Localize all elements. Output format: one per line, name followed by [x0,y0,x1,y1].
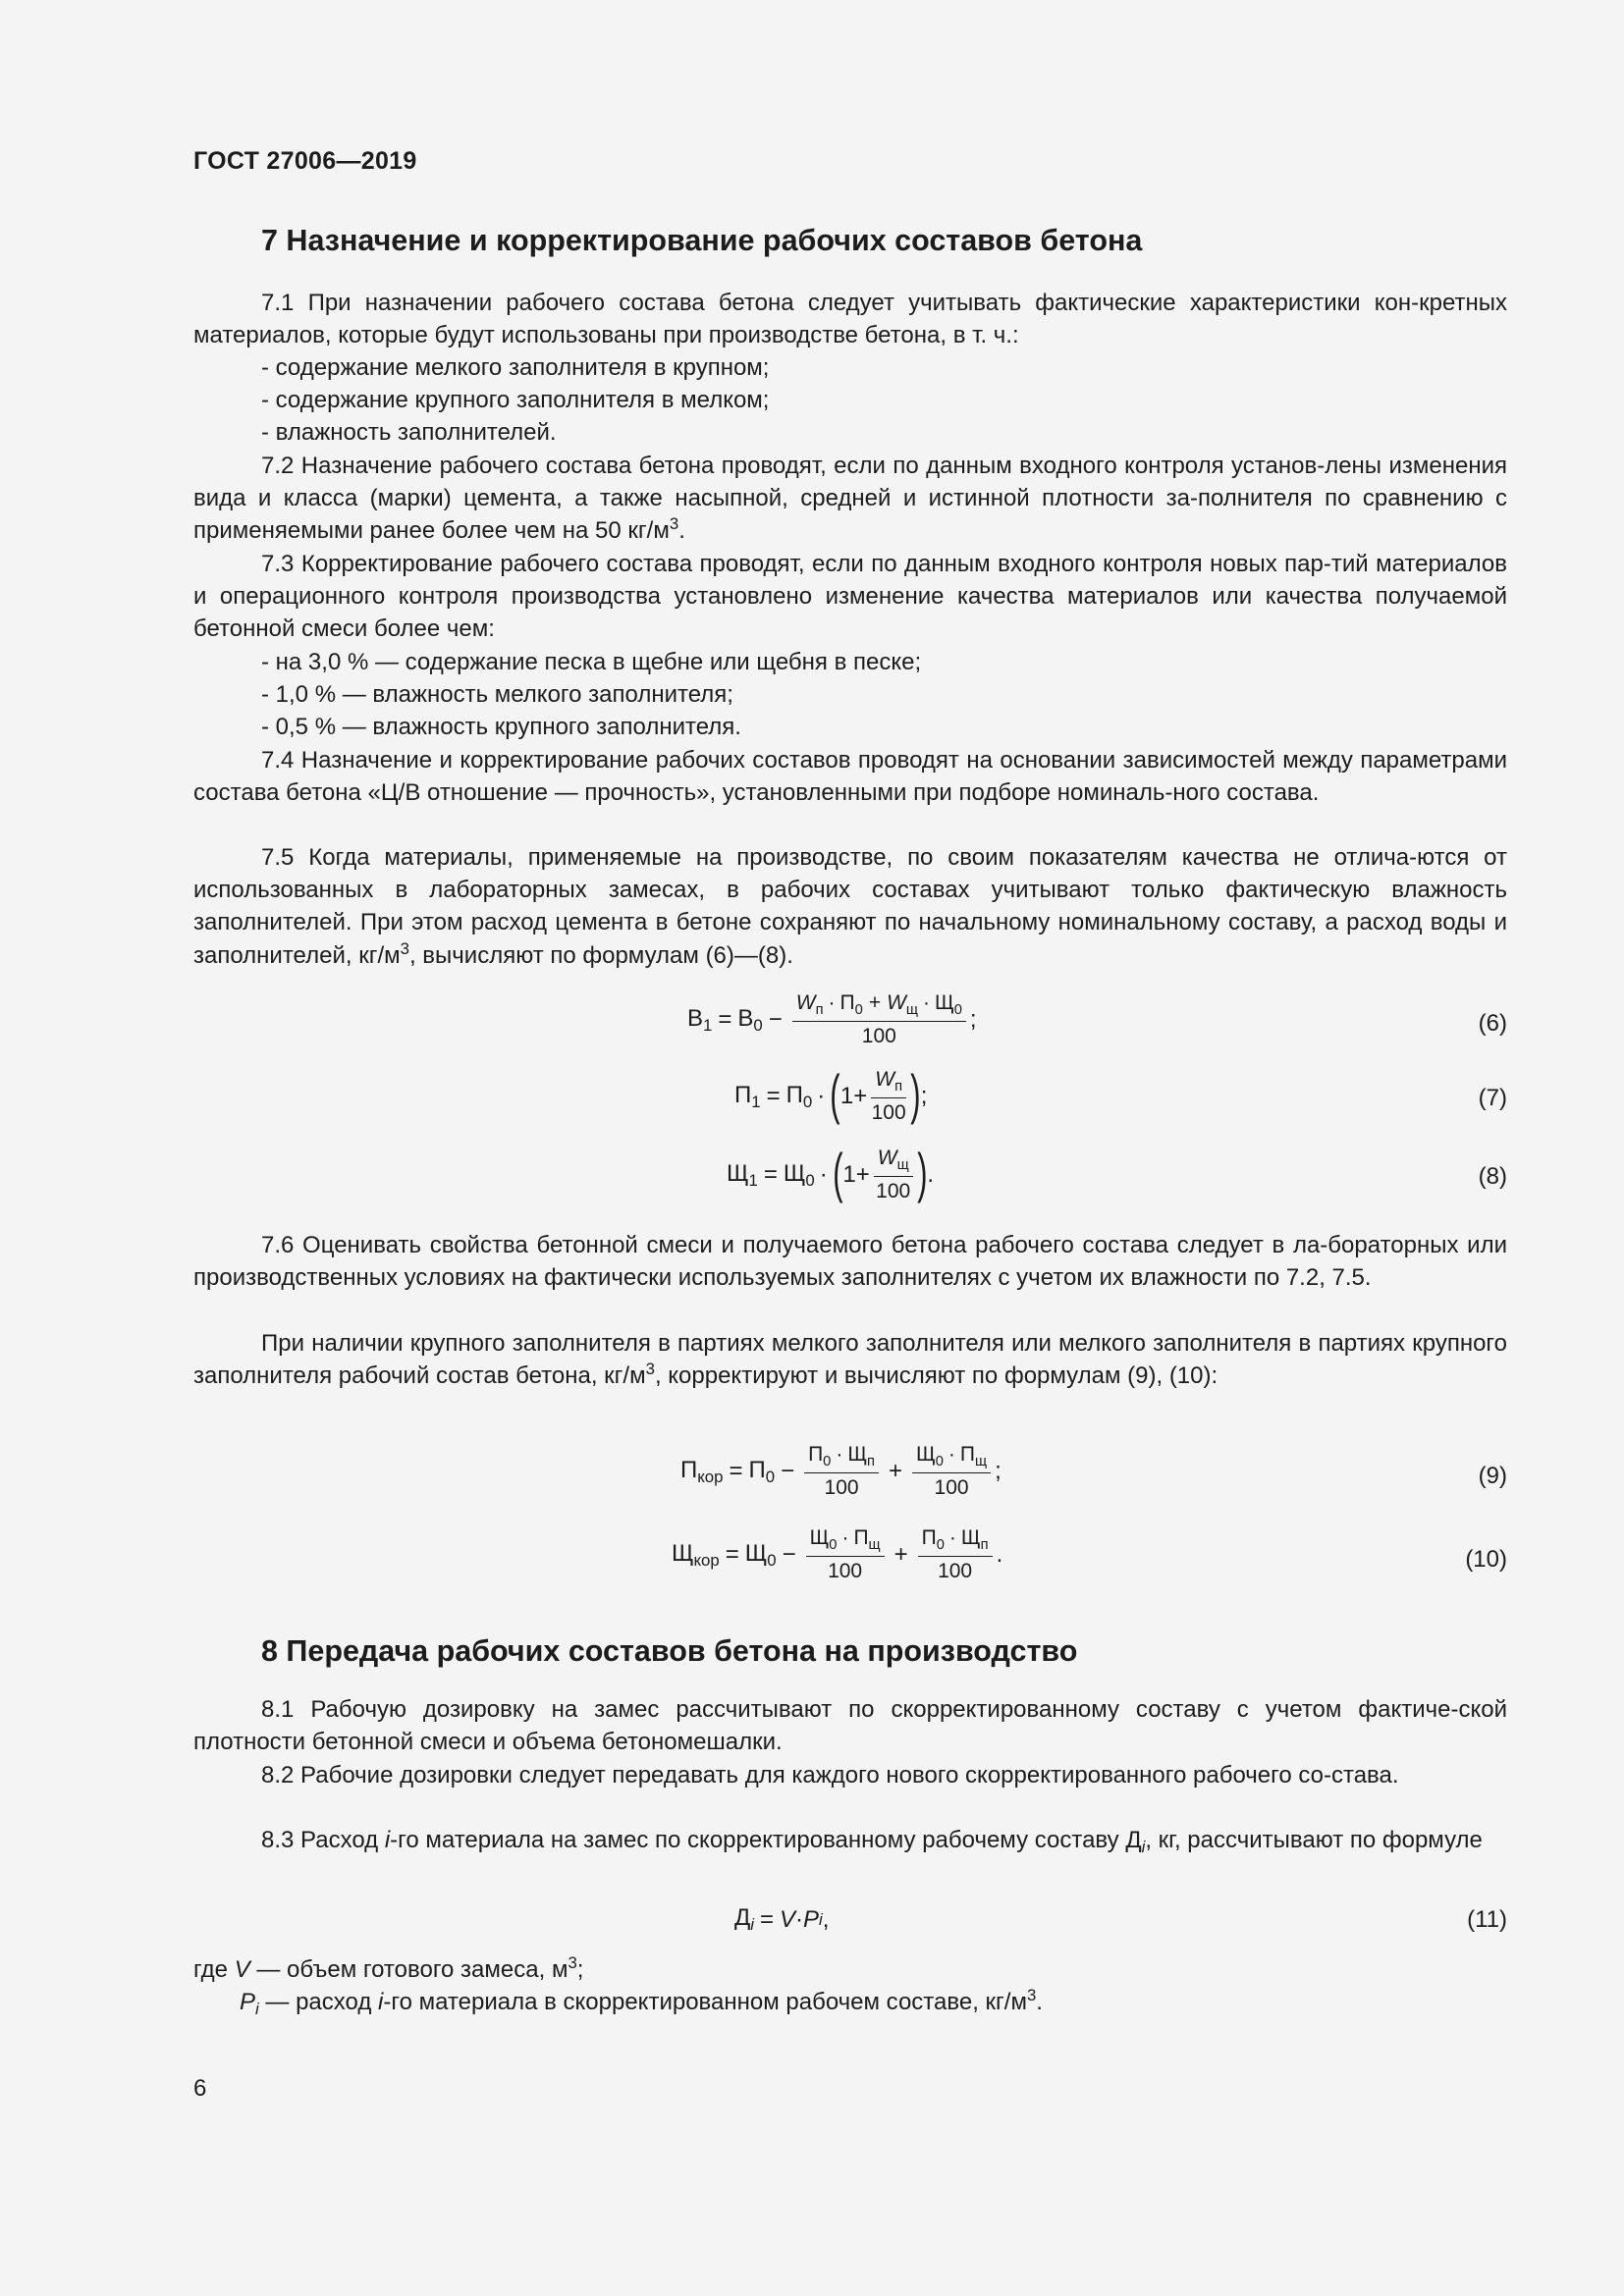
fraction: $\frac{W_щ}{100}$ [874,1147,913,1203]
where-line-1: где V — объем готового замеса, $м^3$; [193,1953,584,1983]
formula-number: (11) [1467,1906,1507,1933]
formula-9: $П_{кор}$ = $П_0$ − $\frac{П_0 \cdot Щ_п}{100}$ + $\frac{Щ_0 \cdot П_щ}{100}$ ; [680,1443,1001,1499]
fraction: $\frac{W_п}{100}$ [871,1068,906,1124]
formula-8: $Щ_1$ = $Щ_0$ · ( 1+ $\frac{W_щ}{100}$ ) . [727,1142,934,1203]
where-line-2: $P_i$ — расход i-го материала в скорректированном рабочем составе, $кг/м^3$. [240,1986,1043,2018]
list-item: - 0,5 % — влажность крупного заполнителя. [261,714,741,740]
formula-number: (8) [1478,1163,1507,1190]
list-item: - содержание мелкого заполнителя в крупном; [261,354,770,381]
paragraph-8-3: 8.3 Расход i-го материала на замес по скорректированному рабочему составу $Д_i$, кг, рассчитывают по формуле [261,1827,1483,1856]
formula-number: (10) [1465,1546,1507,1573]
list-item: - влажность заполнителей. [261,419,557,446]
fraction: $\frac{П_0 \cdot Щ_п}{100}$ [804,1443,879,1500]
paragraph-7-6: 7.6 Оценивать свойства бетонной смеси и получаемого бетона рабочего состава следует в ла-бораторных или производственных условиях на фактически используемых заполнителях с учетом их влажности по 7.2, 7.5. [193,1232,1507,1292]
fraction: $\frac{Щ_0 \cdot П_щ}{100}$ [912,1443,991,1500]
list-item: - содержание крупного заполнителя в мелком; [261,387,770,413]
formula-number: (6) [1478,1010,1507,1037]
fraction: $\frac{П_0 \cdot Щ_п}{100}$ [918,1526,993,1583]
section-8-title: 8 Передача рабочих составов бетона на производство [261,1634,1078,1668]
formula-number: (7) [1478,1085,1507,1111]
formula-6: $В_1$ = $В_0$ − $\frac{W_п \cdot П_0 + W_щ \cdot Щ_0}{100}$ ; [687,991,977,1047]
paragraph-7-1: 7.1 При назначении рабочего состава бетона следует учитывать фактические характеристики кон-кретных материалов, которые будут использованы при производстве бетона, в т. ч.: [193,290,1507,349]
paragraph-7-3: 7.3 Корректирование рабочего состава проводят, если по данным входного контроля новых пар-тий материалов и операционного контроля производства установлено изменение качества материалов или качества получаемой бетонной смеси более чем: [193,551,1507,643]
formula-7: $П_1$ = $П_0$ · ( 1+ $\frac{W_п}{100}$ ) ; [734,1063,928,1125]
page-number: 6 [193,2075,207,2102]
paragraph-8-1: 8.1 Рабочую дозировку на замес рассчитывают по скорректированному составу с учетом фактиче-ской плотности бетонной смеси и объема бетономешалки. [193,1696,1507,1756]
list-item: - на 3,0 % — содержание песка в щебне или щебня в песке; [261,649,922,675]
paragraph-7-2: 7.2 Назначение рабочего состава бетона проводят, если по данным входного контроля установ-лены изменения вида и класса (марки) цемента, а также насыпной, средней и истинной плотности за-полнителя по сравнению с применяемыми ранее более чем на 50 $кг/м^3$. [193,453,1507,545]
section-7-title: 7 Назначение и корректирование рабочих составов бетона [261,224,1143,257]
formula-11: $Д_i$ = V · P i , [734,1904,830,1934]
list-item: - 1,0 % — влажность мелкого заполнителя; [261,681,733,708]
paragraph-8-2: 8.2 Рабочие дозировки следует передавать для каждого нового скорректированного рабочего со-става. [261,1762,1399,1789]
standard-header: ГОСТ 27006—2019 [193,147,417,175]
paragraph-7-5: 7.5 Когда материалы, применяемые на производстве, по своим показателям качества не отлича-ются от использованных в лабораторных замесах, в рабочих составах учитывают только фактическую влажность заполнителей. При этом расход цемента в бетоне сохраняют по начальному номинальному составу, а расход воды и заполнителей, $кг/м^3$, вычисляют по формулам (6)—(8). [193,844,1507,969]
fraction: $\frac{W_п \cdot П_0 + W_щ \cdot Щ_0}{100}$ [792,991,966,1048]
fraction: $\frac{Щ_0 \cdot П_щ}{100}$ [806,1526,885,1583]
formula-10: $Щ_{кор}$ = $Щ_0$ − $\frac{Щ_0 \cdot П_щ}{100}$ + $\frac{П_0 \cdot Щ_п}{100}$ . [672,1526,1003,1582]
paragraph-7-7: При наличии крупного заполнителя в партиях мелкого заполнителя или мелкого заполнителя в партиях крупного заполнителя рабочий состав бетона, $кг/м^3$, корректируют и вычисляют по формулам (9), (10): [193,1330,1507,1390]
formula-number: (9) [1478,1463,1507,1489]
paragraph-7-4: 7.4 Назначение и корректирование рабочих составов проводят на основании зависимостей между параметрами состава бетона «Ц/В отношение — прочность», установленными при подборе номиналь-ного состава. [193,747,1507,807]
